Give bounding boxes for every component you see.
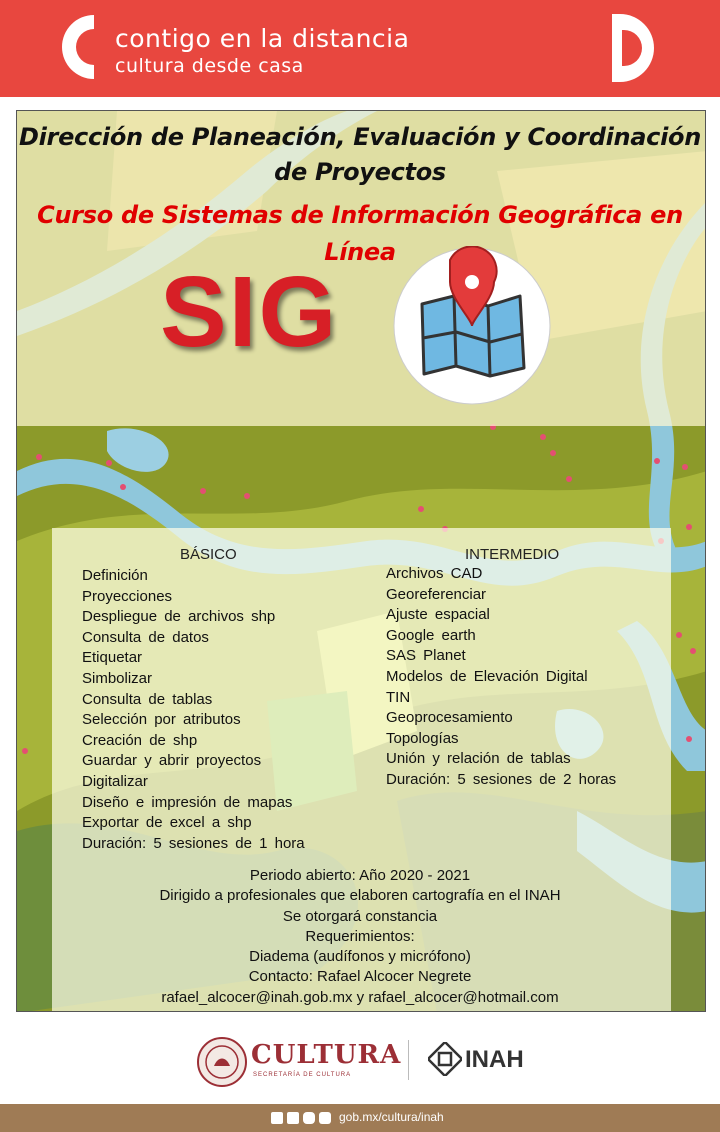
department-title-line2: de Proyectos	[274, 158, 446, 186]
requirements-text: Diadema (audífonos y micrófono)	[249, 948, 471, 966]
inah-emblem-icon	[428, 1042, 462, 1076]
basic-heading: BÁSICO	[180, 546, 237, 563]
facebook-icon[interactable]	[271, 1112, 283, 1124]
header-banner	[0, 0, 720, 97]
department-title-line1: Dirección de Planeación, Evaluación y Coordinación	[18, 123, 702, 151]
list-item: Despliegue de archivos shp	[82, 608, 276, 626]
national-seal-icon	[196, 1036, 248, 1088]
intermediate-duration: Duración: 5 sesiones de 2 horas	[386, 770, 617, 788]
contigo-c-logo-icon	[60, 13, 96, 81]
requirements-heading: Requerimientos:	[305, 927, 415, 945]
banner-title: contigo en la distancia	[115, 24, 410, 53]
intermediate-heading: INTERMEDIO	[465, 546, 560, 563]
list-item: Consulta de tablas	[82, 690, 213, 708]
list-item: SAS Planet	[386, 647, 466, 665]
list-item: Digitalizar	[82, 772, 148, 790]
list-item: Creación de shp	[82, 731, 198, 749]
audience-text: Dirigido a profesionales que elaboren cartografía en el INAH	[159, 887, 561, 905]
list-item: Consulta de datos	[82, 628, 209, 646]
twitter-icon[interactable]	[287, 1112, 299, 1124]
certificate-text: Se otorgará constancia	[282, 907, 438, 925]
instagram-icon[interactable]	[303, 1112, 315, 1124]
list-item: Unión y relación de tablas	[386, 750, 571, 768]
sig-logo-text: SIG	[160, 256, 339, 368]
map-pin-icon	[392, 246, 552, 406]
list-item: Modelos de Elevación Digital	[386, 667, 588, 685]
list-item: Definición	[82, 567, 148, 584]
list-item: Google earth	[386, 626, 476, 644]
basic-duration: Duración: 5 sesiones de 1 hora	[82, 834, 305, 852]
youtube-icon[interactable]	[319, 1112, 331, 1124]
banner-subtitle: cultura desde casa	[115, 55, 304, 77]
contact-text: Contacto: Rafael Alcocer Negrete	[248, 968, 472, 986]
contigo-d-logo-icon	[610, 12, 656, 84]
list-item: Georeferenciar	[386, 585, 487, 603]
period-text: Periodo abierto: Año 2020 - 2021	[249, 867, 471, 884]
list-item: Selección por atributos	[82, 711, 241, 729]
list-item: Simbolizar	[82, 669, 153, 687]
list-item: Geoprocesamiento	[386, 709, 513, 727]
inah-logo-text: INAH	[465, 1046, 524, 1073]
intermediate-topics-list	[386, 564, 616, 791]
list-item: Archivos CAD	[386, 565, 483, 582]
cultura-logo-subtitle: SECRETARÍA DE CULTURA	[253, 1072, 352, 1078]
basic-topics-list	[82, 566, 305, 854]
list-item: Exportar de excel a shp	[82, 814, 252, 832]
list-item: Etiquetar	[82, 649, 143, 667]
list-item: Diseño e impresión de mapas	[82, 793, 293, 811]
cultura-logo-text: CULTURA	[251, 1040, 402, 1070]
course-title-line1: Curso de Sistemas de Información Geográfica en	[37, 201, 683, 229]
list-item: Ajuste espacial	[386, 606, 490, 624]
list-item: Topologías	[386, 729, 459, 747]
footer-logos	[0, 1026, 720, 1096]
course-title-line2: Línea	[324, 238, 396, 266]
course-info	[0, 866, 720, 1008]
footer-bar	[0, 1104, 720, 1132]
contact-emails: rafael_alcocer@inah.gob.mx y rafael_alcocer@hotmail.com	[161, 988, 559, 1006]
list-item: Proyecciones	[82, 587, 173, 605]
logo-divider	[408, 1040, 409, 1080]
list-item: TIN	[386, 688, 411, 706]
list-item: Guardar y abrir proyectos	[82, 752, 262, 770]
footer-url-link[interactable]: gob.mx/cultura/inah	[339, 1110, 444, 1124]
